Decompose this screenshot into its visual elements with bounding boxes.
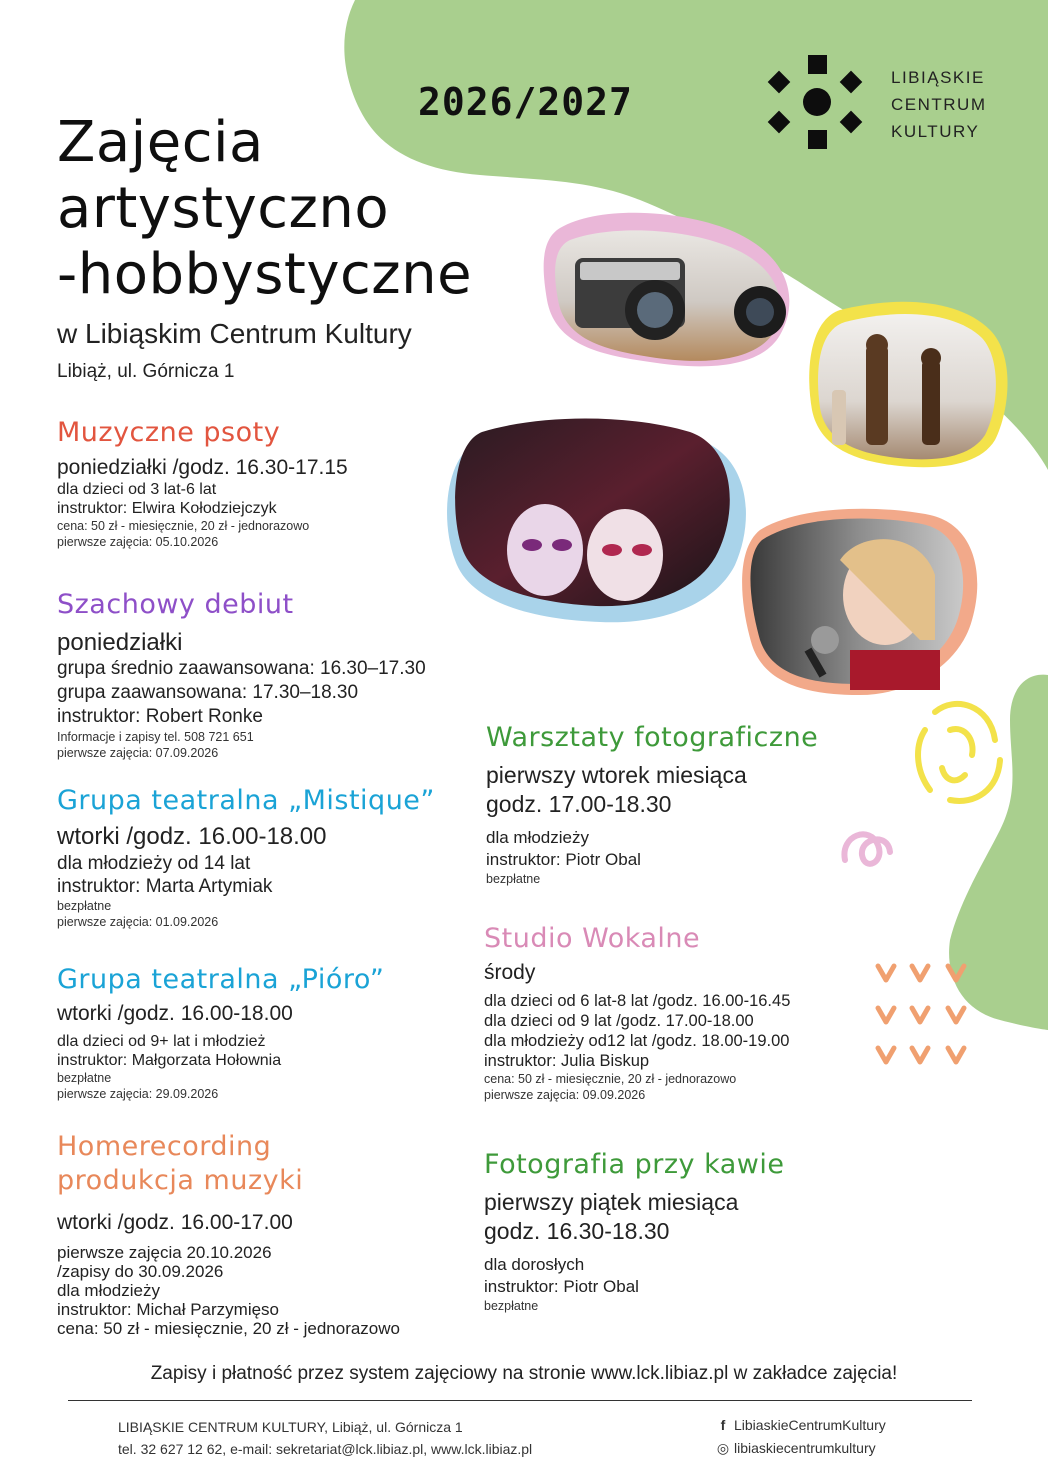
schedule: wtorki /godz. 16.00-18.00 xyxy=(57,823,327,850)
section-warsztaty-fotograficzne: Warsztaty fotograficzne pierwszy wtorek miesiąca godz. 17.00-18.30 dla młodzieży instruktor: Piotr Obal bezpłatne xyxy=(486,722,819,886)
address: Libiąż, ul. Górnicza 1 xyxy=(57,361,235,382)
instagram-icon: ◎ xyxy=(716,1440,730,1456)
footer-social xyxy=(716,1414,886,1460)
schedule: pierwszy piątek miesiąca xyxy=(484,1189,739,1215)
contact-line: tel. 32 627 12 62, e-mail: sekretariat@lck.libiaz.pl, www.lck.libiaz.pl xyxy=(118,1441,533,1457)
logo-text: LIBIĄSKIE CENTRUM KULTURY xyxy=(891,68,987,141)
page-title: Zajęcia artystyczno -hobbystyczne xyxy=(57,110,473,307)
schedule: wtorki /godz. 16.00-17.00 xyxy=(57,1211,293,1234)
org-line: LIBIĄSKIE CENTRUM KULTURY, Libiąż, ul. Górnicza 1 xyxy=(118,1419,463,1435)
footer-contact xyxy=(118,1416,532,1460)
schedule: poniedziałki /godz. 16.30-17.15 xyxy=(57,456,348,479)
section-grupa-pioro: Grupa teatralna „Pióro” wtorki /godz. 16.00-18.00 dla dzieci od 9+ lat i młodzież instruktor: Małgorzata Hołownia bezpłatne pierwsze zajęcia: 29.09.2026 xyxy=(57,964,385,1101)
year-label: 2026/2027 xyxy=(418,80,633,124)
schedule: wtorki /godz. 16.00-18.00 xyxy=(57,1002,293,1025)
section-title: Fotografia przy kawie xyxy=(484,1149,785,1180)
schedule: poniedziałki xyxy=(57,629,183,656)
section-studio-wokalne: Studio Wokalne środy dla dzieci od 6 lat-8 lat /godz. 16.00-16.45 dla dzieci od 9 lat /godz. 17.00-18.00 dla młodzieży od12 lat /godz. 18.00-19.00 instruktor: Julia Biskup cena: 50 zł - miesięcznie, 20 zł - jednorazowo pierwsze zajęcia: 09.09.2026 xyxy=(484,923,791,1102)
footer-divider xyxy=(68,1400,972,1401)
section-homerecording: Homerecording produkcja muzyki wtorki /godz. 16.00-17.00 pierwsze zajęcia 20.10.2026 /zapisy do 30.09.2026 dla młodzieży instruktor: Michał Parzymięso cena: 50 zł - miesięcznie, 20 zł - jednorazowo xyxy=(57,1131,400,1338)
facebook-handle[interactable]: LibiaskieCentrumKultury xyxy=(734,1417,886,1433)
section-title: Grupa teatralna „Mistique” xyxy=(57,785,435,816)
signup-note: Zapisy i płatność przez system zajęciowy na stronie www.lck.libiaz.pl w zakładce zajęcia! xyxy=(150,1363,898,1384)
section-muzyczne-psoty: Muzyczne psoty poniedziałki /godz. 16.30-17.15 dla dzieci od 3 lat-6 lat instruktor: Elwira Kołodziejczyk cena: 50 zł - miesięcznie, 20 zł - jednorazowo pierwsze zajęcia: 05.10.2026 xyxy=(57,417,348,549)
section-szachowy-debiut: Szachowy debiut poniedziałki grupa średnio zaawansowana: 16.30–17.30 grupa zaawansowana: 17.30–18.30 instruktor: Robert Ronke Informacje i zapisy tel. 508 721 651 pierwsze zajęcia: 07.09.2026 xyxy=(57,589,426,760)
page-subtitle: w Libiąskim Centrum Kultury xyxy=(57,318,412,349)
instagram-handle[interactable]: libiaskiecentrumkultury xyxy=(734,1440,876,1456)
section-title: Grupa teatralna „Pióro” xyxy=(57,964,385,995)
section-title: Warsztaty fotograficzne xyxy=(486,722,819,753)
yellow-spiral-decoration xyxy=(918,704,1000,801)
section-title: Studio Wokalne xyxy=(484,923,701,954)
section-title: Muzyczne psoty xyxy=(57,417,281,448)
section-title: Szachowy debiut xyxy=(57,589,294,620)
section-fotografia-przy-kawie: Fotografia przy kawie pierwszy piątek miesiąca godz. 16.30-18.30 dla dorosłych instruktor: Piotr Obal bezpłatne xyxy=(484,1149,785,1313)
section-title: Homerecording produkcja muzyki xyxy=(57,1131,304,1196)
section-grupa-mistique: Grupa teatralna „Mistique” wtorki /godz. 16.00-18.00 dla młodzieży od 14 lat instruktor: Marta Artymiak bezpłatne pierwsze zajęcia: 01.09.2026 xyxy=(57,785,435,929)
orange-checks-decoration xyxy=(878,966,964,1062)
schedule: pierwszy wtorek miesiąca xyxy=(486,762,747,788)
pink-loop-decoration xyxy=(844,834,890,863)
schedule: środy xyxy=(484,961,536,984)
facebook-icon: f xyxy=(720,1417,726,1433)
